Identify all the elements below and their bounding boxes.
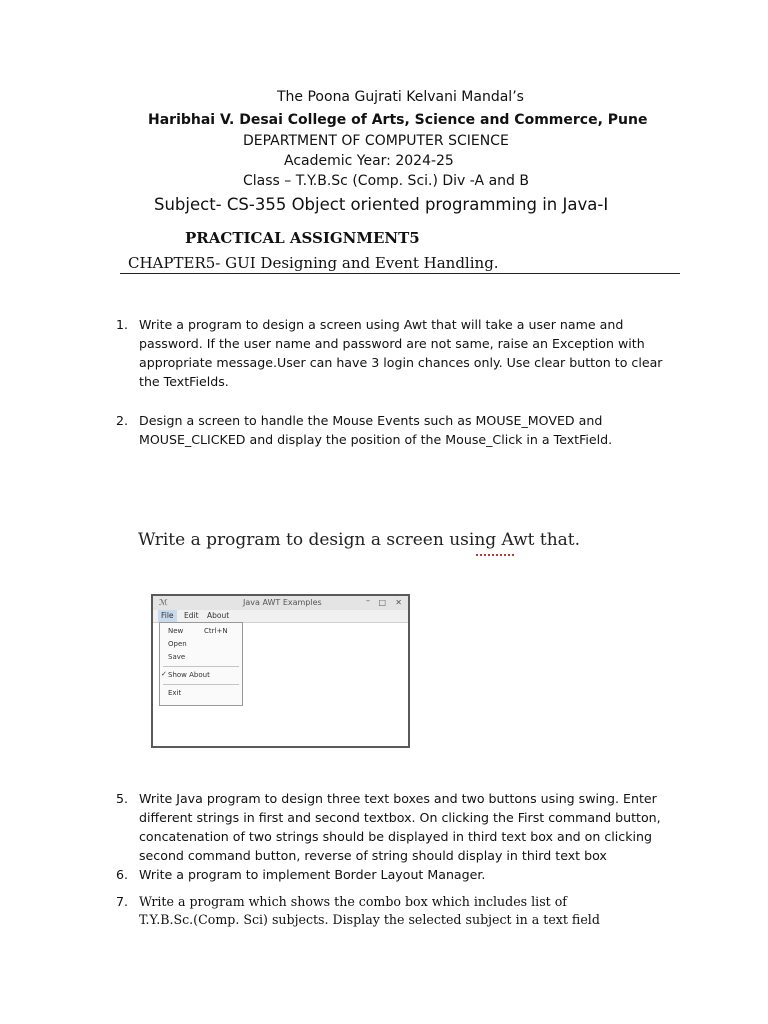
question-number: 6.: [116, 867, 129, 882]
header-org: The Poona Gujrati Kelvani Mandal’s: [277, 89, 524, 105]
awt-window-titlebar: [153, 596, 408, 610]
app-icon: ℳ: [159, 598, 168, 607]
question-number: 1.: [116, 317, 129, 332]
menu-item-new: New: [168, 627, 184, 635]
question-line: T.Y.B.Sc.(Comp. Sci) subjects. Display the selected subject in a text field: [139, 912, 600, 927]
question-line: Write a program which shows the combo box which includes list of: [139, 894, 567, 909]
file-menu-popup: [159, 622, 243, 706]
header-college: Haribhai V. Desai College of Arts, Science and Commerce, Pune: [148, 112, 648, 128]
menu-about: About: [207, 611, 230, 620]
question-line: password. If the user name and password are not same, raise an Exception with: [139, 336, 645, 351]
menu-item-save: Save: [168, 653, 186, 661]
menu-item-open: Open: [168, 640, 187, 648]
awt-window-screenshot: [151, 594, 410, 748]
question-line: concatenation of two strings should be displayed in third text box and on clicking: [139, 829, 652, 844]
menu-separator: [163, 666, 239, 667]
assignment-title: PRACTICAL ASSIGNMENT5: [185, 229, 420, 247]
question-1: [116, 315, 676, 395]
header-subject: Subject- CS-355 Object oriented programming in Java-I: [154, 195, 609, 214]
minimize-icon: –: [366, 596, 370, 605]
question-line: Design a screen to handle the Mouse Events such as MOUSE_MOVED and: [139, 413, 603, 428]
menu-item-show-about: Show About: [168, 671, 210, 679]
question-6: [116, 865, 676, 885]
question-2: [116, 411, 676, 451]
question-7: [116, 893, 676, 933]
question-line: different strings in first and second textbox. On clicking the First command button,: [139, 810, 661, 825]
question-line: Write a program to design a screen using Awt that will take a user name and: [139, 317, 624, 332]
header-academic-year: Academic Year: 2024-25: [284, 153, 454, 169]
menu-edit: Edit: [184, 611, 199, 620]
awt-window-title: Java AWT Examples: [243, 598, 322, 607]
question-number: 5.: [116, 791, 129, 806]
chapter-title: CHAPTER5- GUI Designing and Event Handling.: [128, 254, 499, 272]
menu-separator: [163, 684, 239, 685]
chapter-underline: [120, 273, 680, 274]
spellcheck-squiggle: [476, 552, 514, 556]
question-line: Write a program to implement Border Layout Manager.: [139, 867, 486, 882]
question-line: MOUSE_CLICKED and display the position of the Mouse_Click in a TextField.: [139, 432, 613, 447]
menu-item-exit: Exit: [168, 689, 182, 697]
question-number: 7.: [116, 894, 129, 909]
question-number: 2.: [116, 413, 129, 428]
checkmark-icon: ✓: [161, 670, 167, 678]
menu-item-shortcut: Ctrl+N: [204, 627, 228, 635]
question-line: Write Java program to design three text boxes and two buttons using swing. Enter: [139, 791, 657, 806]
menu-file: File: [158, 610, 177, 622]
question-5: [116, 789, 676, 867]
maximize-icon: □: [378, 598, 386, 607]
header-class: Class – T.Y.B.Sc (Comp. Sci.) Div -A and B: [243, 173, 529, 189]
question-line: second command button, reverse of string should display in third text box: [139, 848, 607, 863]
image-caption: Write a program to design a screen using Awt that.: [138, 530, 581, 550]
close-icon: ✕: [395, 598, 402, 607]
header-department: DEPARTMENT OF COMPUTER SCIENCE: [243, 133, 509, 149]
question-line: appropriate message.User can have 3 login chances only. Use clear button to clear: [139, 355, 663, 370]
question-line: the TextFields.: [139, 374, 229, 389]
